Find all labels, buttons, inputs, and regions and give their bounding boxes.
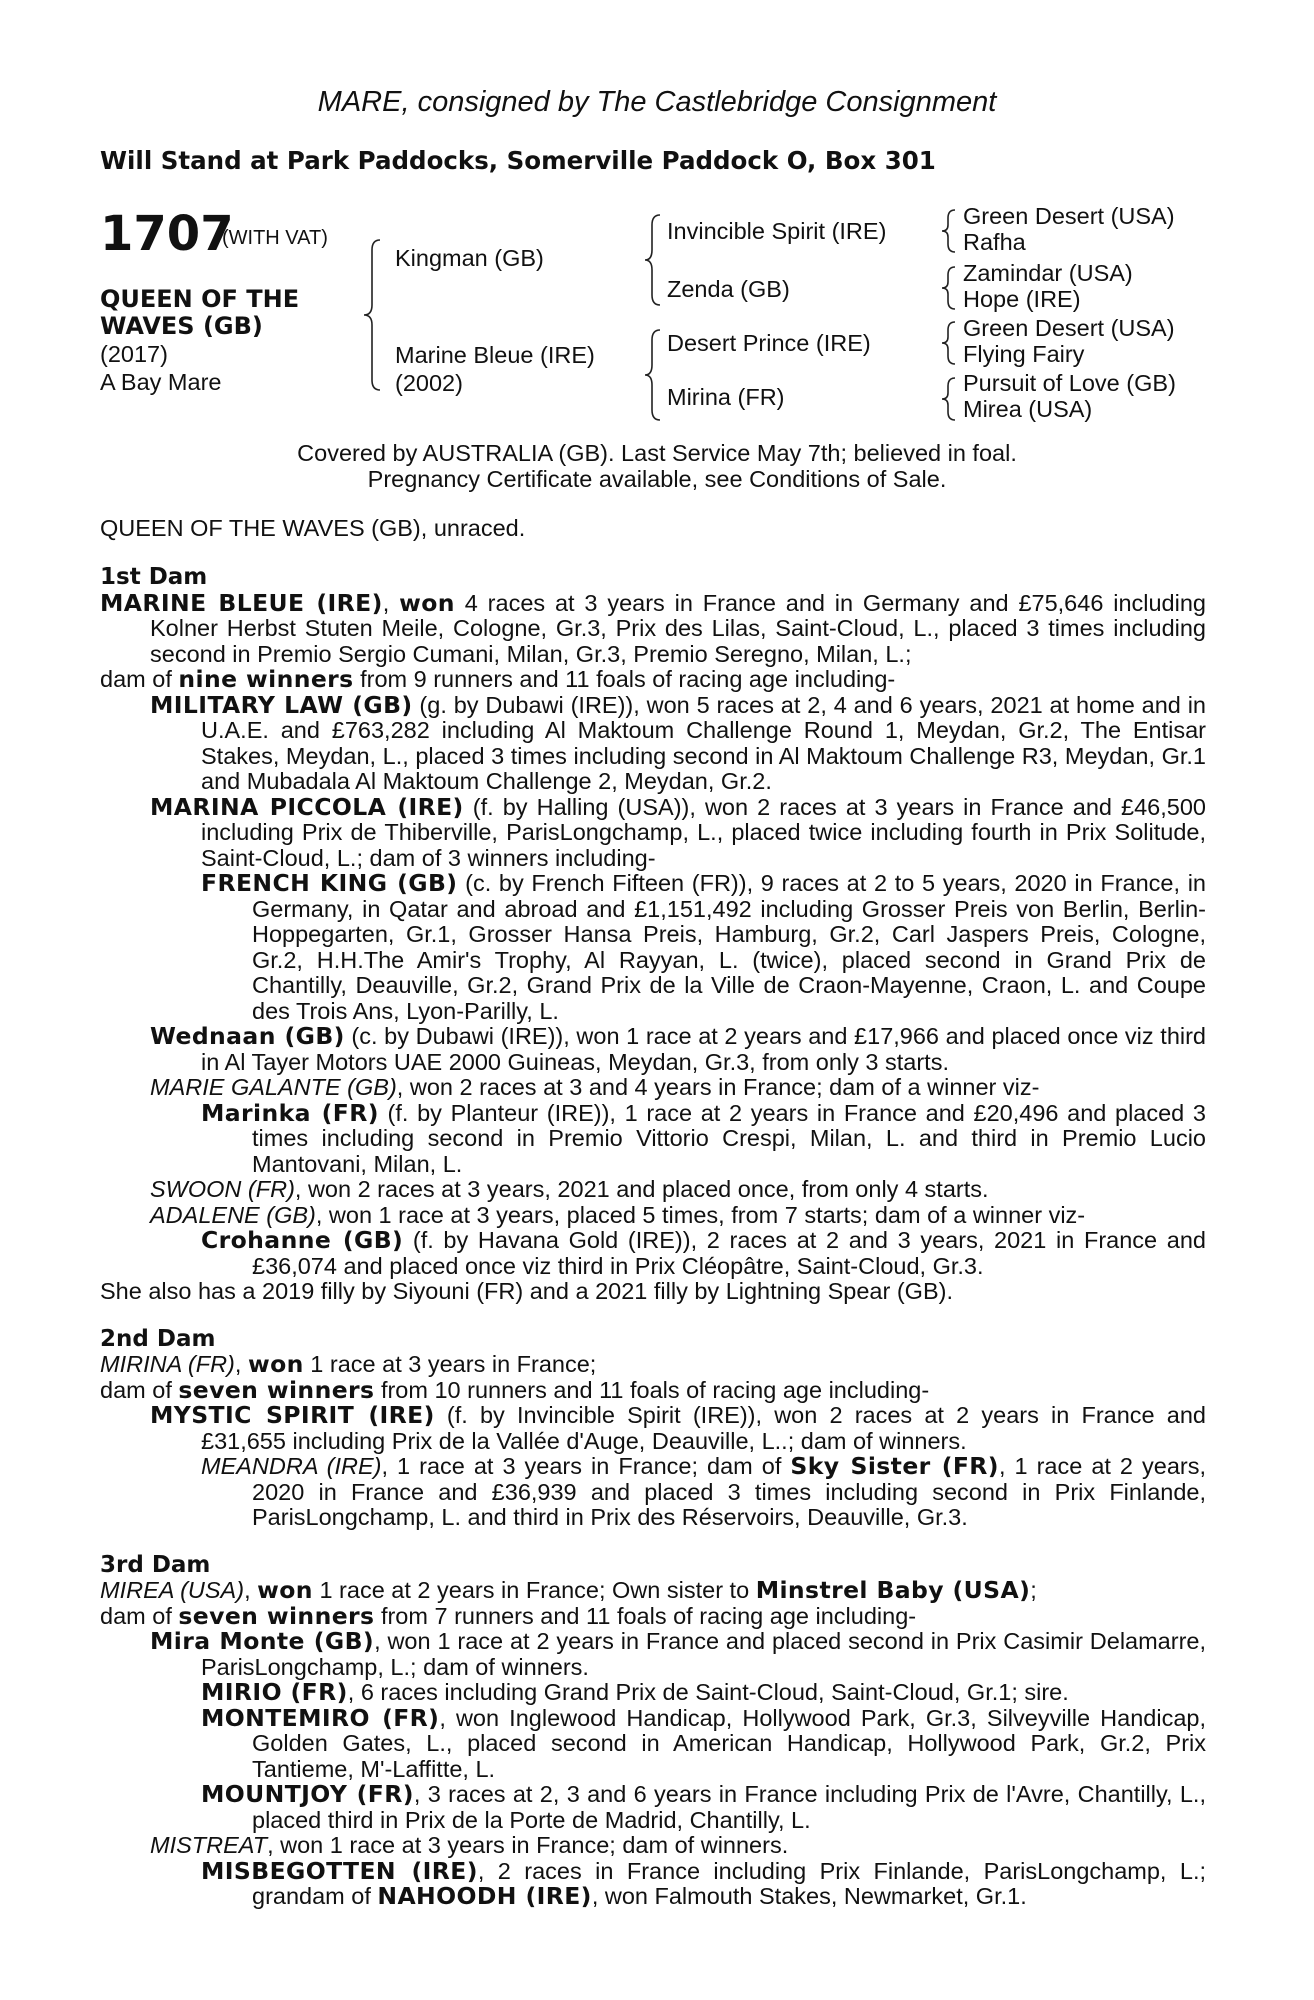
dds: Pursuit of Love (GB) xyxy=(963,370,1176,396)
dam-of-suffix: from 9 runners and 11 foals of racing age including- xyxy=(353,666,896,692)
horse-name-line1: QUEEN OF THE xyxy=(100,285,300,313)
horse-description: A Bay Mare xyxy=(100,369,222,395)
produce-name: MYSTIC SPIRIT (IRE) xyxy=(150,1401,435,1429)
produce-name: ADALENE (GB) xyxy=(150,1201,316,1228)
produce-text: (f. by Halling (USA)), won 2 races at 3 years in France and £46,500 including Prix de Thiberville, ParisLongchamp, L., placed twice including fourth in Prix Solitude, Saint-Cloud, L.; dam of 3 winners including- xyxy=(201,793,1206,871)
produce-text: (c. by Dubawi (IRE)), won 1 race at 2 years and £17,966 and placed once viz third in Al Tayer Motors UAE 2000 Guineas, Meydan, Gr.3, from only 3 starts. xyxy=(201,1023,1206,1075)
produce-name: MARINA PICCOLA (IRE) xyxy=(150,792,464,821)
produce-entry xyxy=(100,1629,1206,1680)
ddd: Mirea (USA) xyxy=(963,396,1093,422)
page-title: MARE, consigned by The Castlebridge Consignment xyxy=(317,86,997,118)
produce-entry xyxy=(100,1075,1206,1101)
produce-entry xyxy=(100,792,1206,872)
produce-entry xyxy=(100,1856,1207,1910)
stand-location: Will Stand at Park Paddocks, Somerville Paddock O, Box 301 xyxy=(100,146,936,175)
produce-name: MILITARY LAW (GB) xyxy=(150,690,413,719)
produce-name: MEANDRA (IRE) xyxy=(201,1453,382,1479)
horse-year: (2017) xyxy=(100,341,168,367)
produce-text: , won 2 races at 3 years, 2021 and placed once, from only 4 starts. xyxy=(294,1176,989,1202)
sss: Green Desert (USA) xyxy=(963,203,1175,229)
covered-line1: Covered by AUSTRALIA (GB). Last Service May 7th; believed in foal. xyxy=(297,440,1017,466)
dam-sire: Desert Prince (IRE) xyxy=(667,330,871,356)
produce-text: (f. by Planteur (IRE)), 1 race at 2 years in France and £20,496 and placed 3 times including second in Premio Vittorio Crespi, Milan, L. and third in Premio Lucio Mantovani, Milan, L. xyxy=(252,1099,1206,1177)
produce-text: , won Inglewood Handicap, Hollywood Park, Gr.3, Silveyville Handicap, Golden Gates, L., placed second in American Handicap, Hollywood Park, Gr.2, Prix Tantieme, M'-Laffitte, L. xyxy=(252,1704,1206,1782)
produce-name: MOUNTJOY (FR) xyxy=(201,1780,414,1808)
produce-text: (c. by French Fifteen (FR)), 9 races at 2 to 5 years, 2020 in France, in Germany, in Qatar and abroad and £1,151,492 including Grosser Preis von Berlin, Berlin-Hoppegarten, Gr.1, Grosser Hansa Preis, Hamburg, Gr.2, Carl Jaspers Preis, Cologne, Gr.2, H.H.The Amir's Trophy, Al Rayyan, L. (twice), placed second in Grand Prix de Chantilly, Deauville, Gr.2, Grand Prix de la Ville de Craon-Mayenne, Craon, L. and Coupe des Trois Ans, Lyon-Parilly, L. xyxy=(252,870,1206,1024)
produce-entry xyxy=(100,1833,1206,1859)
produce-name: Sky Sister (FR) xyxy=(790,1452,999,1480)
produce-text: , won 2 races at 3 and 4 years in France; dam of a winner viz- xyxy=(396,1074,1040,1100)
produce-text: , 3 races at 2, 3 and 6 years in France including Prix de l'Avre, Chantilly, L., placed third in Prix de la Porte de Madrid, Chantilly, L. xyxy=(252,1781,1206,1833)
produce-text: (f. by Invincible Spirit (IRE)), won 2 races at 2 years in France and £31,655 including Prix de la Vallée d'Auge, Deauville, L..; dam of winners. xyxy=(201,1402,1207,1454)
unraced-note: QUEEN OF THE WAVES (GB), unraced. xyxy=(100,515,526,541)
third-dam-name: MIREA (USA) xyxy=(100,1577,245,1603)
produce-name: MISTREAT xyxy=(150,1832,268,1858)
produce-name: MISBEGOTTEN (IRE) xyxy=(201,1856,478,1885)
dss: Green Desert (USA) xyxy=(963,315,1175,341)
winners-count: nine winners xyxy=(178,665,354,693)
produce-name: NAHOODH (IRE) xyxy=(377,1882,592,1910)
second-dam-entry: MIRINA (FR), won 1 race at 3 years in France; xyxy=(100,1350,597,1378)
first-dam-text: 4 races at 3 years in France and in Germany and £75,646 including Kolner Herbst Stuten Meile, Cologne, Gr.3, Prix des Lilas, Saint-Cloud, L., placed 3 times including second in Premio Sergio Cumani, Milan, Gr.3, Premio Seregno, Milan, L.; xyxy=(150,589,1206,667)
produce-entry xyxy=(100,871,1206,1024)
produce-entry xyxy=(100,1403,1206,1454)
dam-of-prefix: dam of xyxy=(100,666,179,692)
dam: Marine Bleue (IRE) xyxy=(395,342,595,368)
third-dam-heading: 3rd Dam xyxy=(100,1551,211,1578)
sds: Zamindar (USA) xyxy=(963,260,1133,286)
produce-entry xyxy=(100,1703,1206,1783)
dam-dam: Mirina (FR) xyxy=(667,384,785,410)
first-dam-entry: MARINE BLEUE (IRE), won 4 races at 3 years in France and in Germany and £75,646 including Kolner Herbst Stuten Meile, Cologne, Gr.3, Prix des Lilas, Saint-Cloud, L., placed 3 times including second in Premio Sergio Cumani, Milan, Gr.3, Premio Seregno, Milan, L.; xyxy=(100,588,1206,667)
produce-text: , won 1 race at 3 years in France; dam of winners. xyxy=(267,1832,789,1858)
sdd: Hope (IRE) xyxy=(963,286,1081,312)
second-dam-text: 1 race at 3 years in France; xyxy=(303,1351,597,1377)
produce-name: Crohanne (GB) xyxy=(201,1226,404,1254)
produce-text: (g. by Dubawi (IRE)), won 5 races at 2, 4 and 6 years, 2021 at home and in U.A.E. and £763,282 including Al Maktoum Challenge Round 1, Meydan, Gr.2, The Entisar Stakes, Meydan, L., placed 3 times including second in Al Maktoum Challenge R3, Meydan, Gr.1 and Mubadala Al Maktoum Challenge 2, Meydan, Gr.2. xyxy=(201,691,1206,794)
sire-dam: Zenda (GB) xyxy=(667,276,790,302)
produce-text: , 6 races including Grand Prix de Saint-Cloud, Saint-Cloud, Gr.1; sire. xyxy=(347,1679,1069,1705)
second-dam-heading: 2nd Dam xyxy=(100,1325,216,1352)
produce-entry xyxy=(100,1454,1206,1531)
horse-name-line2: WAVES (GB) xyxy=(100,312,263,340)
produce-entry xyxy=(100,690,1206,795)
produce-text: , 1 race at 2 years, 2020 in France and £36,939 and placed 3 times including second in Prix Finlande, ParisLongchamp, L. and third in Prix des Réservoirs, Deauville, Gr.3. xyxy=(252,1453,1207,1530)
produce-text: , won 1 race at 2 years in France and placed second in Prix Casimir Delamarre, ParisLongchamp, L.; dam of winners. xyxy=(201,1628,1206,1680)
produce-name: Mira Monte (GB) xyxy=(150,1627,375,1655)
produce-entry xyxy=(100,1177,1206,1203)
third-dam-produce xyxy=(100,1601,1206,1630)
dsd: Flying Fairy xyxy=(963,341,1085,367)
first-dam-name: MARINE BLEUE (IRE) xyxy=(100,588,383,617)
sire-sire: Invincible Spirit (IRE) xyxy=(667,218,887,244)
produce-text: (f. by Havana Gold (IRE)), 2 races at 2 and 3 years, 2021 in France and £36,074 and placed once viz third in Prix Cléopâtre, Saint-Cloud, Gr.3. xyxy=(252,1227,1206,1279)
second-dam-won: won xyxy=(247,1350,304,1378)
produce-text: , 2 races in France including Prix Finlande, ParisLongchamp, L.; grandam of xyxy=(252,1857,1207,1909)
produce-name: MONTEMIRO (FR) xyxy=(201,1703,440,1732)
produce-text: , won Falmouth Stakes, Newmarket, Gr.1. xyxy=(591,1883,1027,1909)
produce-name: Marinka (FR) xyxy=(201,1098,379,1127)
produce-text: , won 1 race at 3 years, placed 5 times, from 7 starts; dam of a winner viz- xyxy=(315,1201,1086,1228)
first-dam-heading: 1st Dam xyxy=(100,564,208,590)
covered-note xyxy=(0,440,1314,492)
first-dam-produce xyxy=(100,667,1206,693)
third-dam-won: won xyxy=(257,1576,313,1604)
second-dam-name: MIRINA (FR) xyxy=(100,1351,235,1377)
catalogue-body xyxy=(100,565,1206,1910)
lot-number: 1707 xyxy=(100,206,234,262)
dam-year: (2002) xyxy=(395,370,463,396)
produce-name: Wednaan (GB) xyxy=(150,1022,345,1050)
also-note: She also has a 2019 filly by Siyouni (FR) and a 2021 filly by Lightning Spear (GB). xyxy=(100,1278,953,1304)
dam-of-suffix: from 10 runners and 11 foals of racing age including- xyxy=(374,1376,930,1403)
winners-count: seven winners xyxy=(178,1375,375,1404)
vat-label: (WITH VAT) xyxy=(222,227,328,249)
produce-entry xyxy=(100,1203,1206,1229)
produce-entry xyxy=(100,1098,1206,1178)
sister-name: Minstrel Baby (USA) xyxy=(755,1576,1031,1604)
produce-entry xyxy=(100,1680,1206,1706)
ssd: Rafha xyxy=(963,229,1026,255)
produce-text: , 1 race at 3 years in France; dam of xyxy=(381,1453,791,1479)
produce-name: FRENCH KING (GB) xyxy=(201,869,458,897)
covered-line2: Pregnancy Certificate available, see Conditions of Sale. xyxy=(367,466,947,492)
winners-count: seven winners xyxy=(178,1601,375,1630)
dam-of-suffix: from 7 runners and 11 foals of racing age including- xyxy=(374,1602,917,1629)
sire: Kingman (GB) xyxy=(395,245,544,271)
produce-entry xyxy=(100,1782,1206,1833)
dam-of-prefix: dam of xyxy=(100,1376,179,1403)
second-dam-produce xyxy=(100,1375,1206,1404)
produce-entry xyxy=(100,1024,1206,1075)
first-dam-won: won xyxy=(399,588,455,617)
produce-entry xyxy=(100,1228,1206,1279)
third-dam-text: 1 race at 2 years in France; Own sister to xyxy=(312,1577,756,1603)
third-dam-entry: MIREA (USA), won 1 race at 2 years in France; Own sister to Minstrel Baby (USA); xyxy=(100,1576,1037,1604)
dam-of-prefix: dam of xyxy=(100,1602,179,1629)
produce-name: SWOON (FR) xyxy=(150,1176,295,1202)
produce-name: MARIE GALANTE (GB) xyxy=(150,1074,397,1100)
produce-name: MIRIO (FR) xyxy=(201,1678,348,1706)
